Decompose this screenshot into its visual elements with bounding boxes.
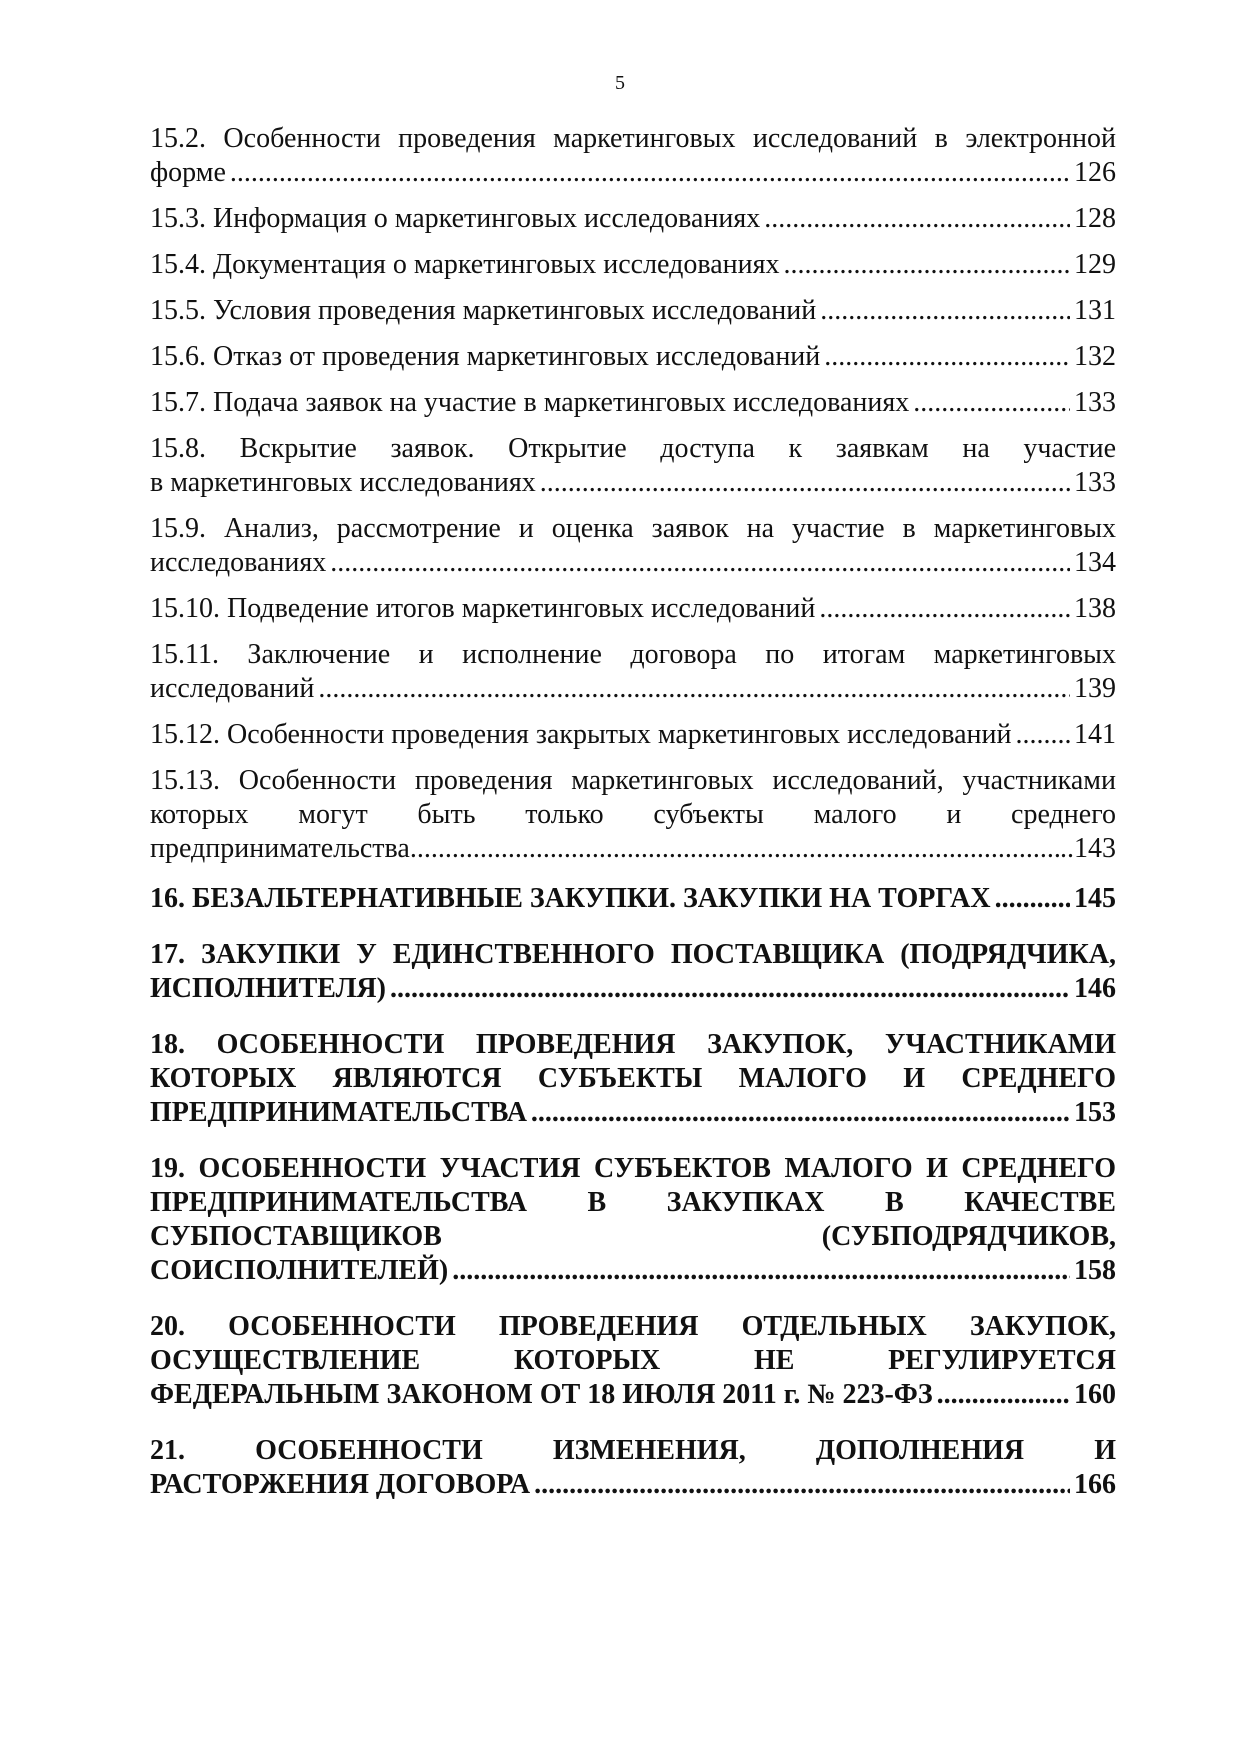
toc-entry-title: 15.7. Подача заявок на участие в маркетинговых исследованиях (150, 387, 910, 418)
dot-leader (819, 592, 1070, 626)
toc-entry-title: ПРЕДПРИНИМАТЕЛЬСТВА (150, 1097, 527, 1128)
toc-page-number: 141 (1074, 719, 1116, 750)
toc-section-entry (150, 1028, 1116, 1130)
toc-page-number: 166 (1074, 1469, 1116, 1500)
dot-leader (540, 466, 1070, 500)
toc-subsection-entry (150, 386, 1116, 420)
toc-subsection-entry (150, 718, 1116, 752)
toc-entry-line: 20. ОСОБЕННОСТИ ПРОВЕДЕНИЯ ОТДЕЛЬНЫХ ЗАКУПОК, (150, 1311, 1116, 1342)
toc-page-number: ..143 (1060, 833, 1116, 864)
toc-entry-title: исследований (150, 673, 315, 704)
dot-leader (995, 882, 1070, 916)
dot-leader (330, 546, 1070, 580)
dot-leader (824, 340, 1070, 374)
toc-entry-line: СУБПОСТАВЩИКОВ (СУБПОДРЯДЧИКОВ, (150, 1221, 1116, 1252)
toc-subsection-entry (150, 248, 1116, 282)
toc-entry-title: 15.5. Условия проведения маркетинговых исследований (150, 295, 817, 326)
dot-leader (1016, 718, 1070, 752)
toc-section-entry (150, 1434, 1116, 1502)
toc-section-entry (150, 882, 1116, 916)
toc-entry-line: ПРЕДПРИНИМАТЕЛЬСТВА В ЗАКУПКАХ В КАЧЕСТВЕ (150, 1187, 1116, 1218)
toc-section-entry (150, 1310, 1116, 1412)
toc-entry-line: 15.11. Заключение и исполнение договора по итогам маркетинговых (150, 639, 1116, 670)
toc-subsection-entry (150, 512, 1116, 580)
toc-subsection-entry (150, 592, 1116, 626)
dot-leader (531, 1096, 1070, 1130)
dot-leader (937, 1378, 1070, 1412)
toc-subsection-entry (150, 202, 1116, 236)
toc-subsection-entry (150, 294, 1116, 328)
toc-page-number: 126 (1074, 157, 1116, 188)
toc-subsection-entry (150, 340, 1116, 374)
toc-subsection-entry (150, 432, 1116, 500)
toc-page-number: 139 (1074, 673, 1116, 704)
toc-page-number: 129 (1074, 249, 1116, 280)
dot-leader (390, 972, 1070, 1006)
toc-entry-line: 15.2. Особенности проведения маркетинговых исследований в электронной (150, 123, 1116, 154)
toc-page-number: 160 (1074, 1379, 1116, 1410)
toc-entry-title: 15.4. Документация о маркетинговых исследованиях (150, 249, 780, 280)
dot-leader (452, 1254, 1070, 1288)
toc-entry-title: предпринимательства (150, 833, 410, 864)
toc-entry-title: ФЕДЕРАЛЬНЫМ ЗАКОНОМ ОТ 18 ИЮЛЯ 2011 г. № 223-ФЗ (150, 1379, 933, 1410)
toc-page-number: 153 (1074, 1097, 1116, 1128)
toc-entry-line: 17. ЗАКУПКИ У ЕДИНСТВЕННОГО ПОСТАВЩИКА (ПОДРЯДЧИКА, (150, 939, 1116, 970)
toc-subsection-entry (150, 638, 1116, 706)
toc-entry-title: 15.10. Подведение итогов маркетинговых исследований (150, 593, 816, 624)
toc-entry-line: 15.9. Анализ, рассмотрение и оценка заявок на участие в маркетинговых (150, 513, 1116, 544)
toc-entry-line: 15.8. Вскрытие заявок. Открытие доступа к заявкам на участие (150, 433, 1116, 464)
toc-entry-line: ОСУЩЕСТВЛЕНИЕ КОТОРЫХ НЕ РЕГУЛИРУЕТСЯ (150, 1345, 1116, 1376)
toc-page-number: 145 (1074, 883, 1116, 914)
toc-entry-title: 15.12. Особенности проведения закрытых маркетинговых исследований (150, 719, 1012, 750)
toc-page-number: 133 (1074, 387, 1116, 418)
dot-leader (534, 1468, 1070, 1502)
toc-entry-title: 15.3. Информация о маркетинговых исследованиях (150, 203, 761, 234)
table-of-contents (150, 122, 1116, 1524)
toc-page-number: 133 (1074, 467, 1116, 498)
toc-entry-title: форме (150, 157, 226, 188)
toc-entry-title: в маркетинговых исследованиях (150, 467, 536, 498)
toc-entry-title: ИСПОЛНИТЕЛЯ) (150, 973, 386, 1004)
toc-entry-line: КОТОРЫХ ЯВЛЯЮТСЯ СУБЪЕКТЫ МАЛОГО И СРЕДНЕГО (150, 1063, 1116, 1094)
dot-leader (318, 672, 1070, 706)
toc-subsection-entry (150, 764, 1116, 866)
dot-leader (820, 294, 1070, 328)
toc-page-number: 146 (1074, 973, 1116, 1004)
toc-entry-title: РАСТОРЖЕНИЯ ДОГОВОРА (150, 1469, 531, 1500)
dot-leader (913, 386, 1070, 420)
dot-leader (410, 832, 1060, 866)
toc-entry-title: СОИСПОЛНИТЕЛЕЙ) (150, 1255, 449, 1286)
toc-page-number: 132 (1074, 341, 1116, 372)
toc-entry-line: 18. ОСОБЕННОСТИ ПРОВЕДЕНИЯ ЗАКУПОК, УЧАСТНИКАМИ (150, 1029, 1116, 1060)
dot-leader (764, 202, 1070, 236)
toc-entry-line: 15.13. Особенности проведения маркетинговых исследований, участниками (150, 765, 1116, 796)
toc-section-entry (150, 938, 1116, 1006)
toc-page-number: 131 (1074, 295, 1116, 326)
toc-subsection-entry (150, 122, 1116, 190)
toc-entry-line: 21. ОСОБЕННОСТИ ИЗМЕНЕНИЯ, ДОПОЛНЕНИЯ И (150, 1435, 1116, 1466)
toc-page-number: 138 (1074, 593, 1116, 624)
page-number: 5 (615, 72, 625, 94)
toc-page-number: 134 (1074, 547, 1116, 578)
toc-entry-title: 16. БЕЗАЛЬТЕРНАТИВНЫЕ ЗАКУПКИ. ЗАКУПКИ НА ТОРГАХ (150, 883, 991, 914)
toc-entry-line: которых могут быть только субъекты малого и среднего (150, 799, 1116, 830)
toc-page-number: 128 (1074, 203, 1116, 234)
toc-entry-title: 15.6. Отказ от проведения маркетинговых исследований (150, 341, 821, 372)
dot-leader (783, 248, 1070, 282)
toc-entry-line: 19. ОСОБЕННОСТИ УЧАСТИЯ СУБЪЕКТОВ МАЛОГО И СРЕДНЕГО (150, 1153, 1116, 1184)
toc-page-number: 158 (1074, 1255, 1116, 1286)
toc-entry-title: исследованиях (150, 547, 327, 578)
toc-section-entry (150, 1152, 1116, 1288)
dot-leader (230, 156, 1070, 190)
